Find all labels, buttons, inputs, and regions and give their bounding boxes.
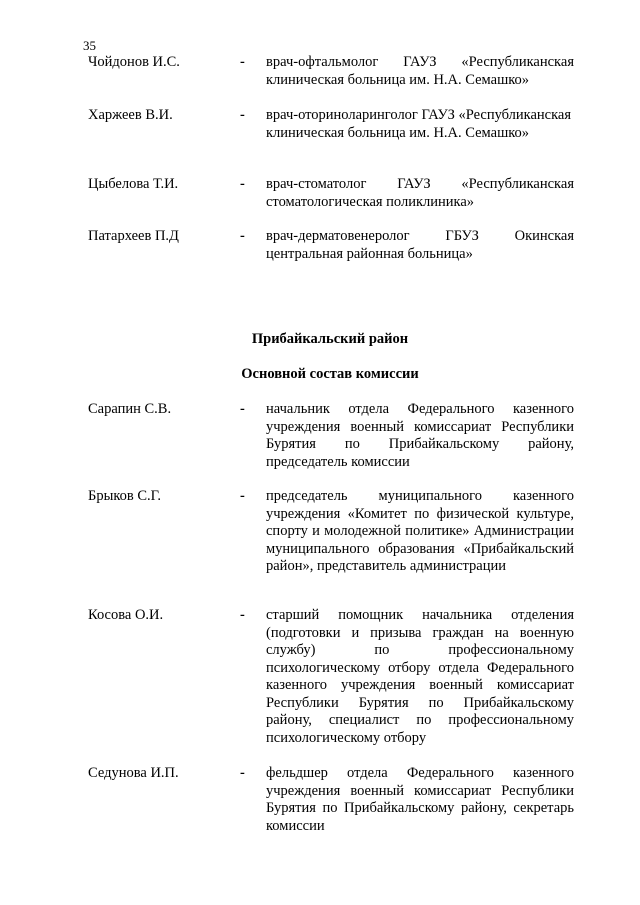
member-role: врач-оториноларинголог ГАУЗ «Республиканская клиническая больница им. Н.А. Семашко» [266,107,572,141]
member-role: старший помощник начальника отделения (подготовки и призыва граждан на военную службу) по профессиональному психологическому отбору отдела Федерального казенного учреждения военный комиссариат Республики Бурятия по Прибайкальскому району, специалист по профессиональному психологическому отбору [266,607,574,746]
member-role: начальник отдела Федерального казенного учреждения военный комиссариат Республики Бурятия по Прибайкальскому району, председатель комиссии [266,401,574,470]
list-item [88,488,574,576]
member-name: Чойдонов И.С. [88,54,180,70]
dash-separator: - [240,107,245,123]
commission-subtitle: Основной состав комиссии [241,366,419,382]
member-role: врач-офтальмолог ГАУЗ «Республиканская клиническая больница им. Н.А. Семашко» [266,54,574,88]
list-item [88,401,574,471]
page-number: 35 [83,38,96,53]
member-role: врач-стоматолог ГАУЗ «Республиканская стоматологическая поликлиника» [266,176,574,210]
dash-separator: - [240,176,245,192]
member-role: председатель муниципального казенного учреждения «Комитет по физической культуре, спорту и молодежной политике» Администрации муниципального образования «Прибайкальский район», представитель администрации [266,488,574,574]
list-item [88,176,574,211]
member-role: фельдшер отдела Федерального казенного учреждения военный комиссариат Республики Бурятия по Прибайкальскому району, секретарь комиссии [266,765,574,834]
dash-separator: - [240,607,245,623]
dash-separator: - [240,54,245,70]
member-name: Харжеев В.И. [88,107,173,123]
list-item [88,607,574,747]
dash-separator: - [240,228,245,244]
list-item [88,765,574,835]
list-item [88,54,574,89]
member-name: Седунова И.П. [88,765,179,781]
dash-separator: - [240,401,245,417]
member-name: Сарапин С.В. [88,401,172,417]
member-name: Косова О.И. [88,607,164,623]
member-name: Брыков С.Г. [88,488,162,504]
member-name: Цыбелова Т.И. [88,176,179,192]
member-name: Патархеев П.Д [88,228,179,244]
district-heading: Прибайкальский район [251,331,409,347]
list-item [88,107,574,142]
member-role: врач-дерматовенеролог ГБУЗ Окинская центральная районная больница» [266,228,574,262]
list-item [88,228,574,263]
dash-separator: - [240,488,245,504]
dash-separator: - [240,765,245,781]
